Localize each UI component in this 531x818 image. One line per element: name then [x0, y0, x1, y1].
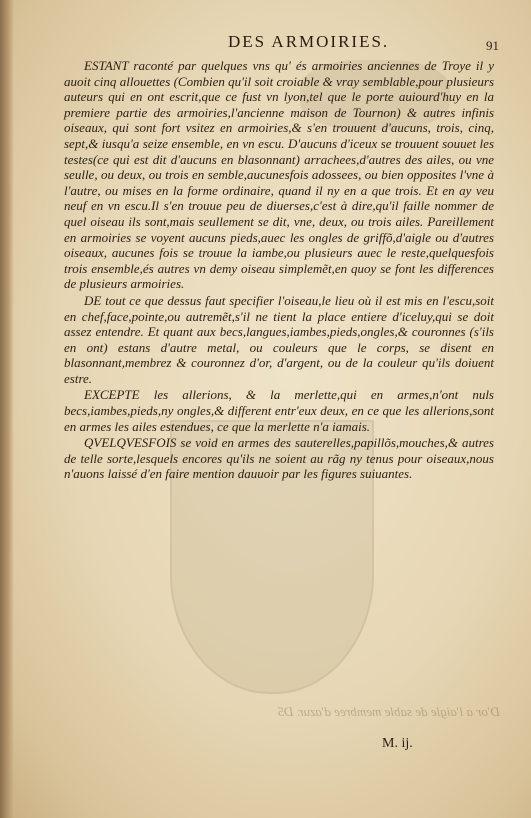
body-text — [64, 58, 494, 483]
paragraph: QVELQVESFOIS se void en armes des sauterelles,papillõs,mouches,& autres de telle sorte,lesquels encores qu'ils ne soient au rãg ny tenus pour oiseaux,nous n'auons laissé d'en faire mention dauuoir par les figures suiuantes. — [64, 435, 494, 482]
page-number: 91 — [486, 38, 499, 53]
signature-mark: M. ij. — [382, 736, 413, 751]
bleed-through-caption: D'or a l'aigle de sable membree d'azur. D5 — [277, 704, 500, 719]
paragraph: DE tout ce que dessus faut specifier l'oiseau,le lieu où il est mis en l'escu,soit en chef,face,pointe,ou autremẽt,s'il ne tient la place entiere d'iceluy,qui se doit assez entendre. Et quant aux becs,langues,iambes,pieds,ongles,& couronnes (s'ils en ont) estans d'autre metal, ou couleurs que le corps, se disent en blasonnant,membrez & couronnez d'or, d'argent, ou de la couleur qu'ils doiuent estre. — [64, 292, 494, 386]
running-head: DES ARMOIRIES. — [228, 32, 390, 51]
page-gutter-edge — [0, 0, 14, 818]
paragraph: ESTANT raconté par quelques vns qu' és armoiries anciennes de Troye il y auoit cinq allouettes (Combien qu'il soit croiable & vray semblable,pour plusieurs auteurs qui en ont escrit,que ce fust vn lyon,tel que le porte auiourd'huy en la premiere partie des armoiries,l'ancienne maison de Tournon) & autres infinis oiseaux, qui sont fort vsitez en armoiries,& s'en trouuent d'aucuns, trois, cinq, sept,& iusqu'a seize ensemble, en vn escu. D'aucuns d'iceux se trouuent souuet les testes(ce qui est dit d'aucuns en blasonnant) arrachees,d'autres des ailes, ou vne seulle, ou deux, ou trois en semble,aucunesfois adossees, ou bien opposites l'vne à l'autre, ou mises en la forme ordinaire, quand il ny en a que trois. Et en ay veu neuf en vn escu.Il s'en trouue peu de diuerses,c'est à dire,qu'il faille nommer de quel oiseau ils sont,mais seullement se dit, vne, deux, ou trois ailes. Pareillement en armoiries se voyent aucuns pieds,auec les ongles de griffõ,d'aigle ou d'autres oiseaux, aucunes fois se trouue la iambe,ou plusieurs auec le reste,quelquesfois trois ensemble,és autres vn demy oiseau simplemẽt,en quoy se font les differences de plusieurs armoiries. — [64, 58, 494, 292]
paragraph: EXCEPTE les allerions, & la merlette,qui en armes,n'ont nuls becs,iambes,pieds,ny ongles,& different entr'eux deux, en ce que les allerions,sont en armes les ailes estendues, ce que la merlette n'a iamais. — [64, 387, 494, 434]
page-header — [0, 32, 531, 56]
